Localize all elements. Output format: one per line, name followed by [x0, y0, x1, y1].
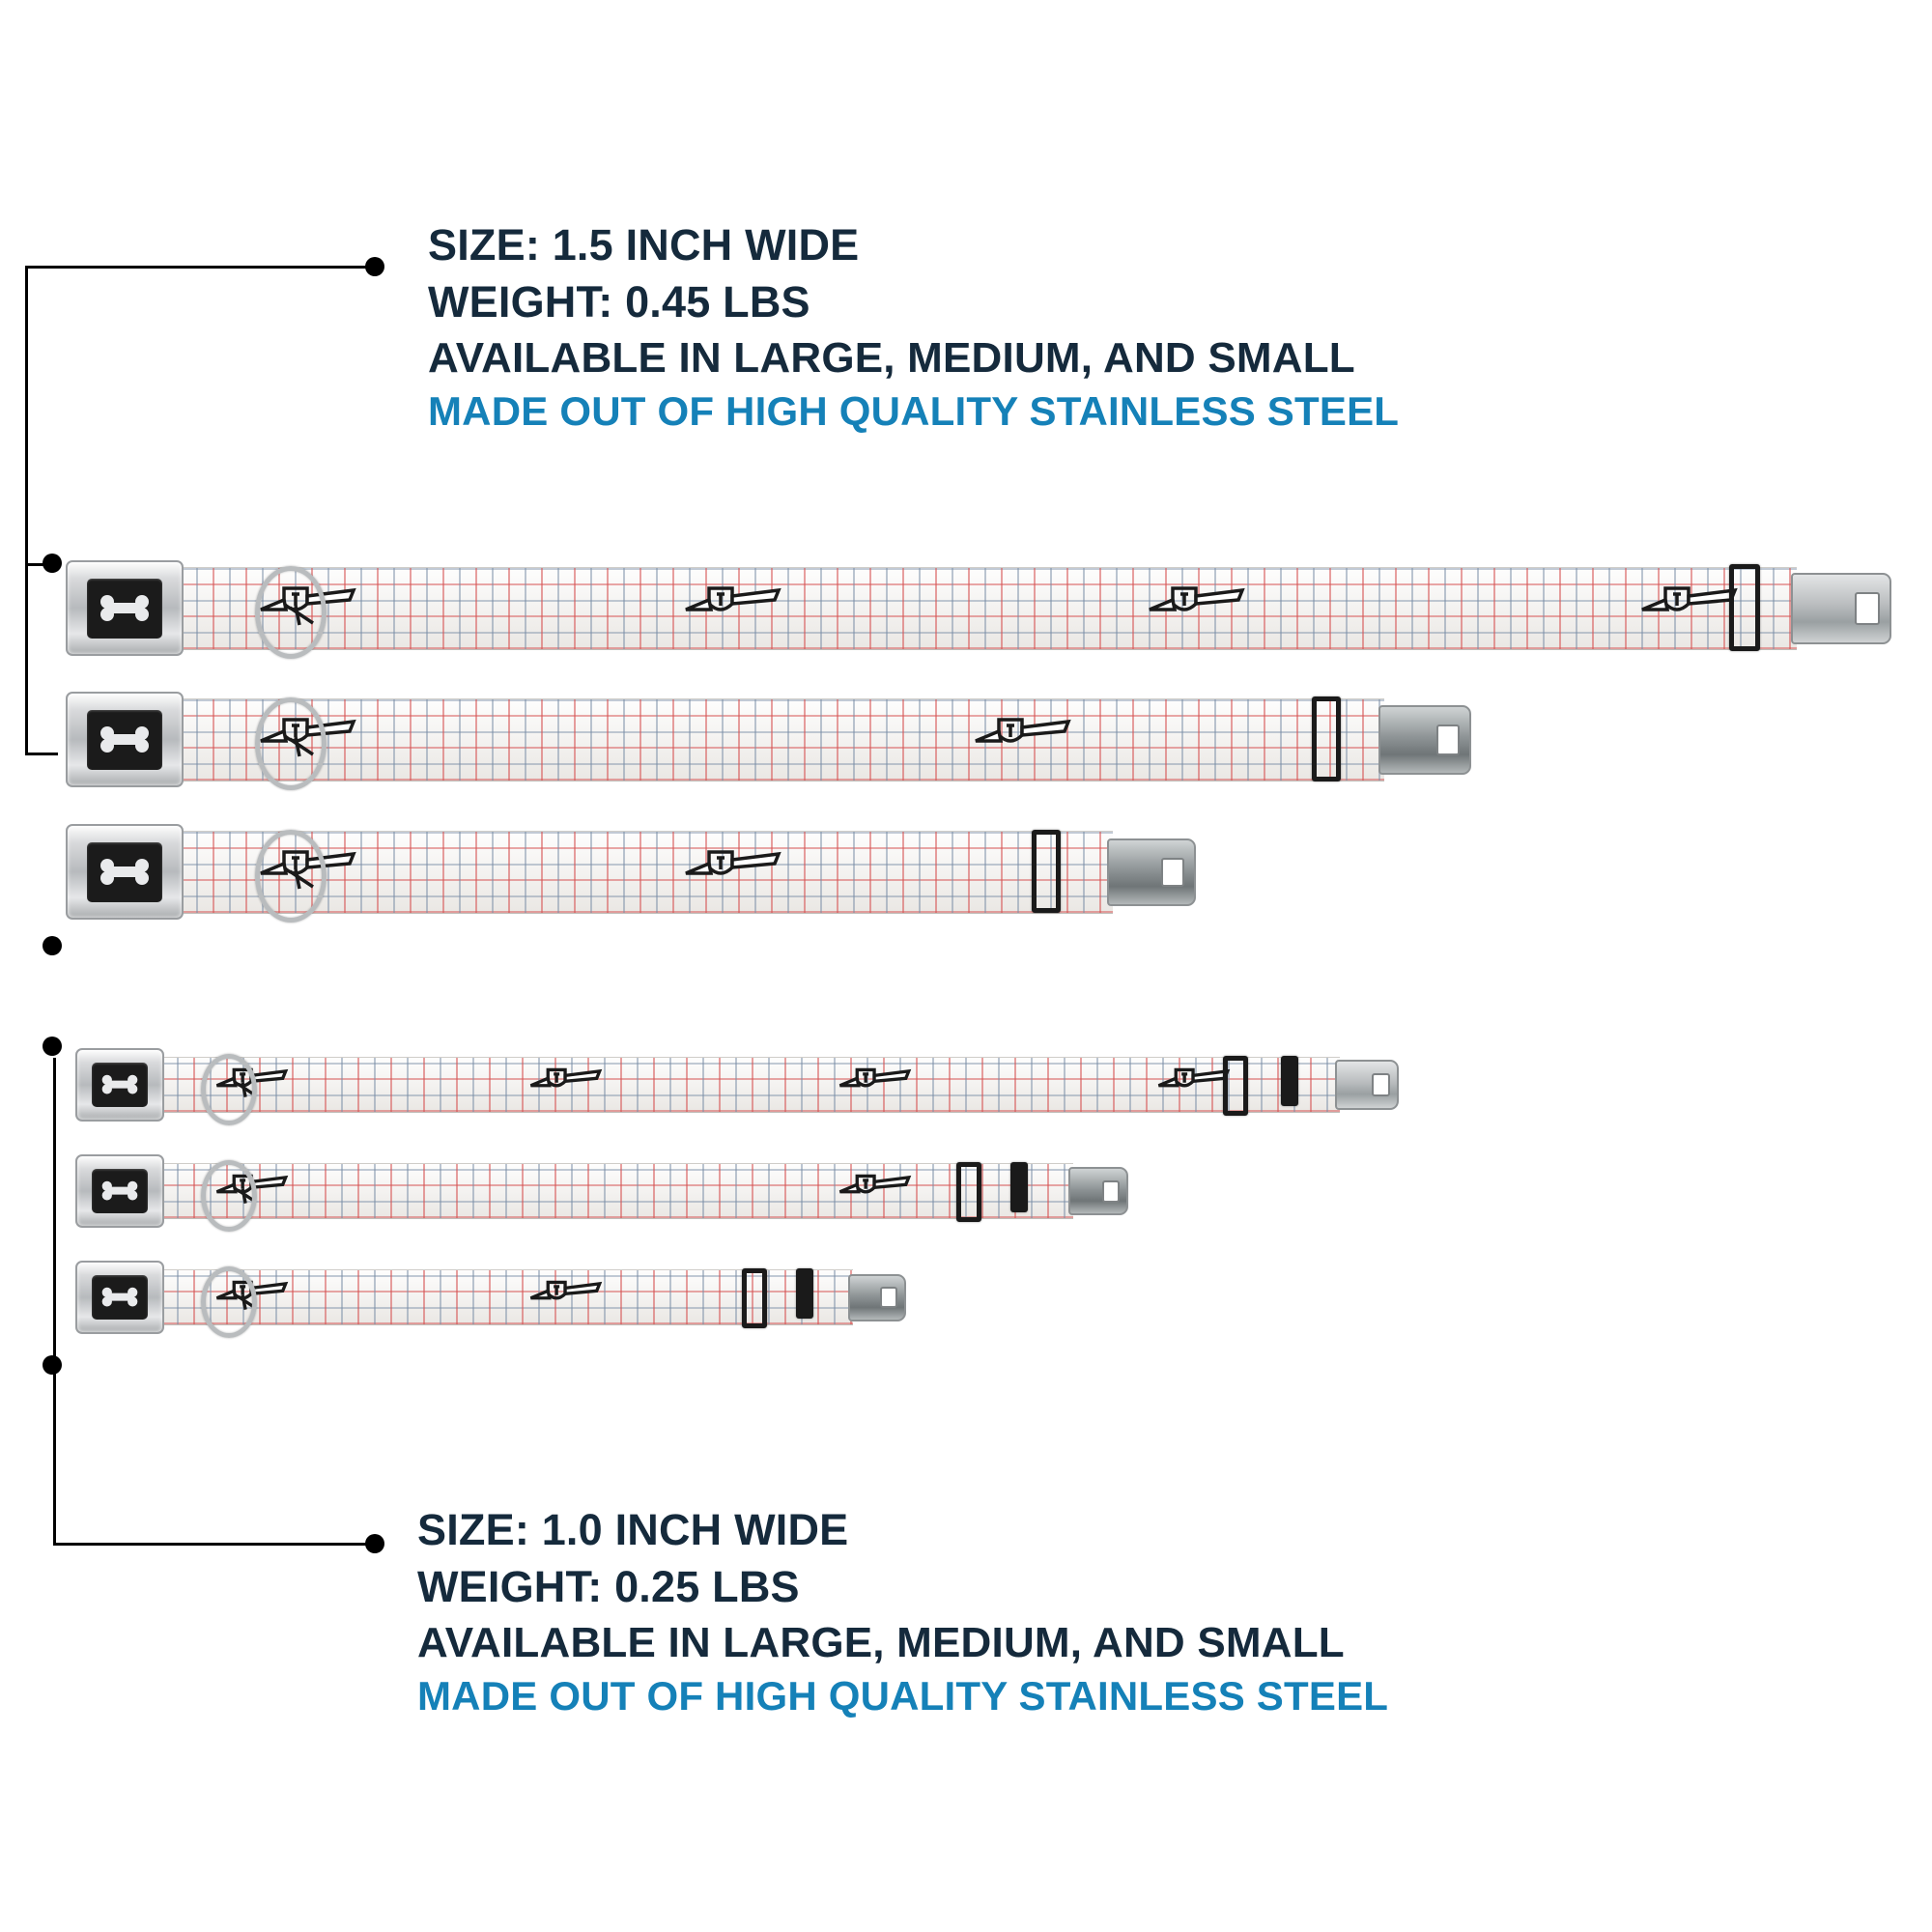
spec-availability-wide: AVAILABLE IN LARGE, MEDIUM, AND SMALL [428, 334, 1355, 382]
d-ring[interactable] [201, 1054, 257, 1125]
collar-narrow-small[interactable] [75, 1263, 906, 1332]
collar-narrow-large[interactable] [75, 1050, 1399, 1120]
buckle-icon[interactable] [66, 560, 184, 656]
winged-shield-logo-icon [682, 579, 798, 639]
spec-weight-narrow: WEIGHT: 0.25 LBS [417, 1561, 800, 1611]
callout-line-bottom-vertical [53, 1058, 56, 1546]
winged-shield-logo-icon [837, 1063, 923, 1107]
d-ring[interactable] [255, 697, 327, 790]
callout-line-top-horizontal [25, 266, 373, 269]
spec-size-narrow: SIZE: 1.0 INCH WIDE [417, 1505, 849, 1554]
buckle-icon[interactable] [66, 824, 184, 920]
metal-tongue [848, 1274, 906, 1321]
winged-shield-logo-icon [1146, 579, 1262, 639]
webbing-strap [160, 1163, 1073, 1219]
callout-dot-top-last-collar [43, 936, 62, 955]
callout-dot-top-first-collar [43, 554, 62, 573]
bone-icon [100, 1180, 139, 1202]
metal-tongue [1107, 838, 1196, 906]
winged-shield-logo-icon [527, 1063, 614, 1107]
callout-dot-bottom-last-collar [43, 1355, 62, 1375]
bone-icon [100, 1287, 139, 1308]
spec-block-wide [428, 217, 1399, 439]
strap-keeper[interactable] [796, 1268, 813, 1319]
spec-block-narrow [417, 1502, 1388, 1723]
buckle-icon[interactable] [66, 692, 184, 787]
bone-icon [99, 725, 151, 754]
strap-adjuster[interactable] [742, 1268, 767, 1328]
buckle-icon[interactable] [75, 1261, 164, 1334]
spec-availability-narrow: AVAILABLE IN LARGE, MEDIUM, AND SMALL [417, 1619, 1345, 1666]
strap-keeper[interactable] [1010, 1162, 1028, 1212]
webbing-strap [160, 1057, 1340, 1113]
callout-line-top-branch-lower [25, 753, 58, 755]
winged-shield-logo-icon [527, 1275, 614, 1320]
d-ring[interactable] [255, 830, 327, 923]
bone-icon [99, 858, 151, 887]
callout-dot-bottom-text [365, 1534, 384, 1553]
strap-adjuster[interactable] [956, 1162, 981, 1222]
spec-material-narrow: MADE OUT OF HIGH QUALITY STAINLESS STEEL [417, 1673, 1389, 1719]
callout-dot-bottom-first-collar [43, 1037, 62, 1056]
metal-tongue [1068, 1167, 1128, 1215]
strap-adjuster[interactable] [1729, 564, 1760, 651]
strap-adjuster[interactable] [1312, 696, 1341, 781]
spec-weight-wide: WEIGHT: 0.45 LBS [428, 276, 810, 327]
winged-shield-logo-icon [837, 1169, 923, 1213]
collar-wide-medium[interactable] [66, 694, 1471, 785]
buckle-icon[interactable] [75, 1154, 164, 1228]
d-ring[interactable] [201, 1266, 257, 1338]
webbing-strap [180, 567, 1797, 650]
d-ring[interactable] [255, 566, 327, 659]
strap-adjuster[interactable] [1032, 830, 1061, 913]
winged-shield-logo-icon [682, 842, 798, 902]
d-ring[interactable] [201, 1160, 257, 1232]
callout-dot-top-text [365, 257, 384, 276]
spec-material-wide: MADE OUT OF HIGH QUALITY STAINLESS STEEL [428, 388, 1400, 435]
webbing-strap [180, 698, 1384, 781]
collar-wide-small[interactable] [66, 826, 1196, 918]
metal-tongue [1335, 1060, 1399, 1110]
bone-icon [100, 1074, 139, 1095]
strap-keeper[interactable] [1281, 1056, 1298, 1106]
metal-tongue [1791, 573, 1891, 644]
bone-icon [99, 594, 151, 623]
spec-size-wide: SIZE: 1.5 INCH WIDE [428, 220, 860, 270]
metal-tongue [1378, 705, 1471, 775]
collar-narrow-medium[interactable] [75, 1156, 1128, 1226]
winged-shield-logo-icon [972, 710, 1088, 770]
strap-adjuster[interactable] [1223, 1056, 1248, 1116]
buckle-icon[interactable] [75, 1048, 164, 1122]
collar-wide-large[interactable] [66, 562, 1891, 654]
callout-line-top-vertical [25, 266, 28, 753]
callout-line-bottom-horizontal [53, 1543, 372, 1546]
